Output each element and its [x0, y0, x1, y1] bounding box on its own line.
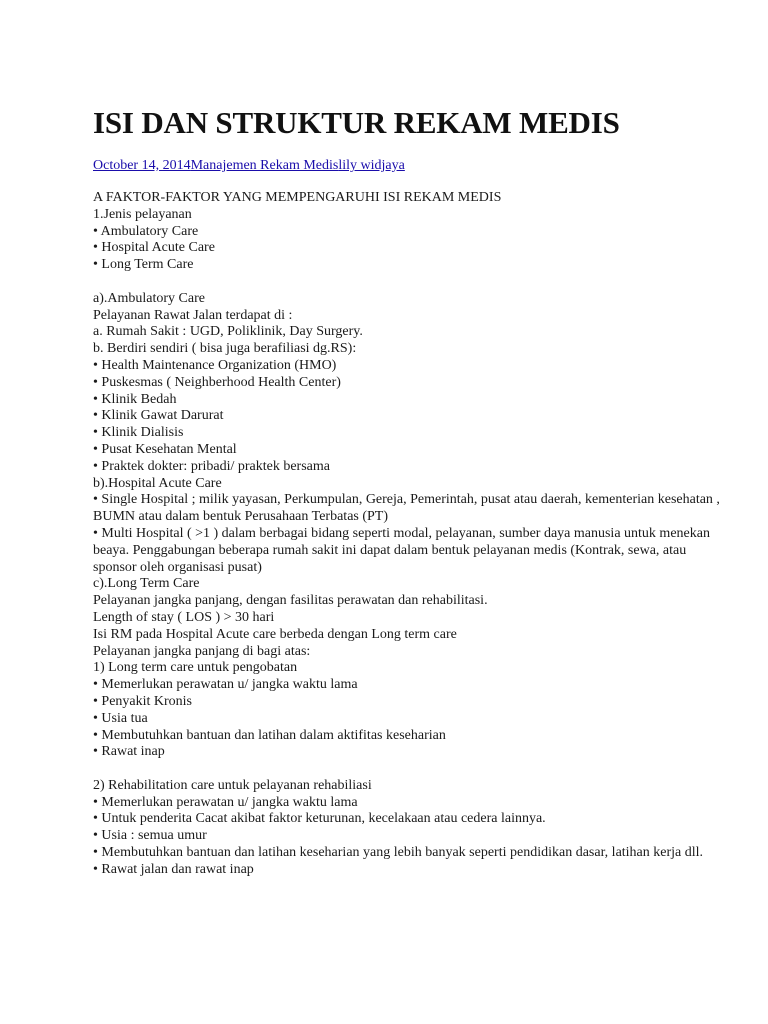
body-line: • Usia : semua umur [93, 828, 207, 844]
body-line: 1) Long term care untuk pengobatan [93, 660, 298, 676]
author-link[interactable]: lily widjaya [338, 158, 405, 173]
body-line: • Ambulatory Care [93, 223, 199, 239]
body-line: Isi RM pada Hospital Acute care berbeda dengan Long term care [93, 626, 457, 642]
body-line: • Puskesmas ( Neighberhood Health Center) [93, 374, 341, 390]
blank-line [93, 761, 733, 778]
blank-line [93, 274, 733, 291]
body-line: • Klinik Gawat Darurat [93, 408, 224, 424]
body-line: Length of stay ( LOS ) > 30 hari [93, 609, 275, 625]
date-link[interactable]: October 14, 2014 [93, 158, 191, 173]
body-line: • Multi Hospital ( >1 ) dalam berbagai bidang seperti modal, pelayanan, sumber daya manusia untuk menekan beaya. Penggabungan beberapa rumah sakit ini dapat dalam bentuk pelayanan medis (Kontrak, sewa, atau sponsor oleh organisasi pusat) [93, 525, 714, 575]
body-line: 1.Jenis pelayanan [93, 206, 192, 222]
body-line: A FAKTOR-FAKTOR YANG MEMPENGARUHI ISI REKAM MEDIS [93, 190, 502, 205]
body-line: • Long Term Care [93, 257, 194, 273]
body-line: • Usia tua [93, 710, 148, 726]
body-line: • Hospital Acute Care [93, 240, 215, 256]
body-line: • Praktek dokter: pribadi/ praktek bersama [93, 458, 330, 474]
body-line: Pelayanan jangka panjang, dengan fasilitas perawatan dan rehabilitasi. [93, 593, 488, 609]
article-body [93, 190, 733, 879]
article-title: ISI DAN STRUKTUR REKAM MEDIS [93, 105, 620, 140]
body-line: a. Rumah Sakit : UGD, Poliklinik, Day Surgery. [93, 324, 363, 340]
body-line: • Untuk penderita Cacat akibat faktor keturunan, kecelakaan atau cedera lainnya. [93, 811, 546, 827]
body-line: c).Long Term Care [93, 576, 200, 592]
body-line: • Penyakit Kronis [93, 693, 193, 709]
body-line: a).Ambulatory Care [93, 290, 205, 306]
article-meta [93, 157, 733, 175]
body-line: 2) Rehabilitation care untuk pelayanan rehabiliasi [93, 777, 372, 793]
category-link[interactable]: Manajemen Rekam Medis [190, 158, 339, 173]
body-line: • Rawat inap [93, 744, 165, 760]
body-line: • Klinik Dialisis [93, 425, 184, 441]
body-line: • Memerlukan perawatan u/ jangka waktu lama [93, 794, 358, 810]
body-line: Pelayanan jangka panjang di bagi atas: [93, 643, 311, 659]
article [93, 104, 733, 879]
body-line: • Pusat Kesehatan Mental [93, 441, 237, 457]
body-line: • Memerlukan perawatan u/ jangka waktu lama [93, 677, 358, 693]
body-line: Pelayanan Rawat Jalan terdapat di : [93, 307, 293, 323]
body-line: • Rawat jalan dan rawat inap [93, 861, 254, 877]
body-line: b. Berdiri sendiri ( bisa juga berafiliasi dg.RS): [93, 341, 357, 357]
body-line: b).Hospital Acute Care [93, 475, 222, 491]
body-line: • Single Hospital ; milik yayasan, Perkumpulan, Gereja, Pemerintah, pusat atau daerah, kementerian kesehatan , BUMN atau dalam bentuk Perusahaan Terbatas (PT) [93, 492, 724, 525]
body-line: • Health Maintenance Organization (HMO) [93, 357, 337, 373]
body-line: • Klinik Bedah [93, 391, 177, 407]
body-line: • Membutuhkan bantuan dan latihan dalam aktifitas keseharian [93, 727, 446, 743]
body-line: • Membutuhkan bantuan dan latihan keseharian yang lebih banyak seperti pendidikan dasar, latihan kerja dll. [93, 845, 704, 861]
